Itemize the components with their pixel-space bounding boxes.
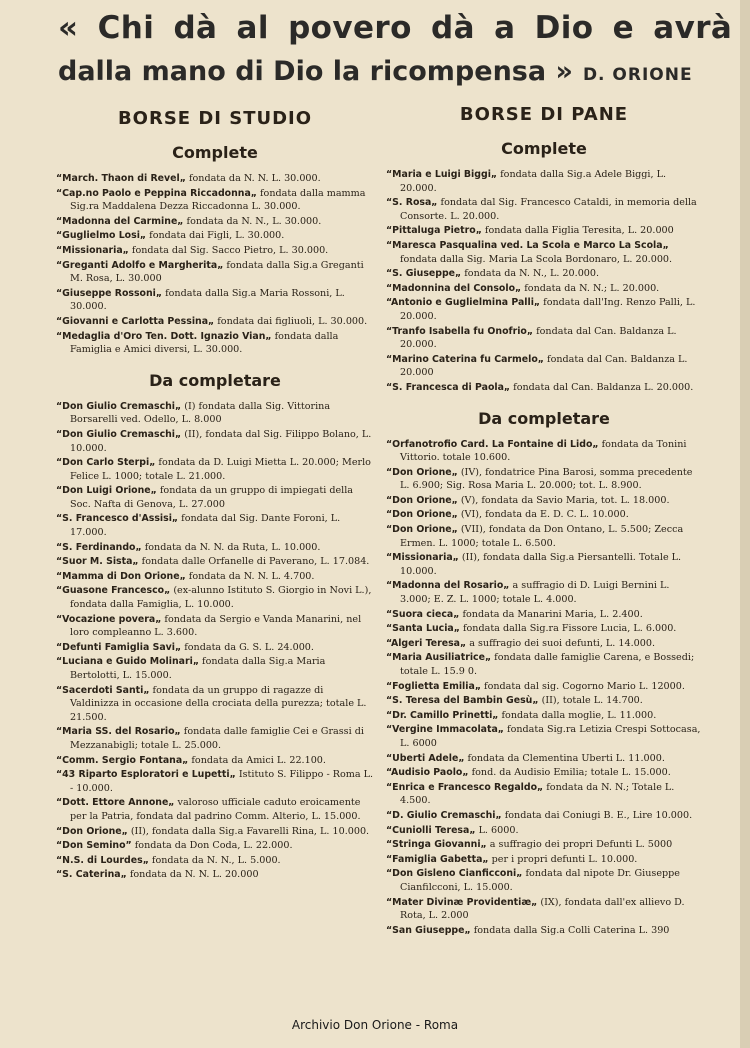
borsa-details: fondata dalla Figlia Teresita, L. 20.000 bbox=[481, 225, 674, 237]
list-item bbox=[386, 838, 702, 852]
borsa-name: “D. Giulio Cremaschi„ bbox=[386, 809, 502, 821]
borsa-details: fondata dal sig. Cogorno Mario L. 12000. bbox=[480, 680, 685, 692]
borsa-name: “Cuniolli Teresa„ bbox=[386, 824, 476, 836]
borsa-name: “Santa Lucia„ bbox=[386, 623, 460, 635]
column-borse-pane bbox=[386, 104, 702, 938]
borsa-name: “Stringa Giovanni„ bbox=[386, 839, 487, 851]
list-item bbox=[56, 287, 374, 314]
borsa-details: (IX), fondata dall'ex allievo D. Rota, L. 2.000 bbox=[400, 896, 685, 922]
borsa-name: “Madonna del Rosario„ bbox=[386, 580, 510, 592]
borsa-details: fondata da Amici L. 22.100. bbox=[188, 754, 326, 766]
quote-line-2-text: dalla mano di Dio la ricompensa » bbox=[58, 56, 573, 87]
borsa-details: fondata dalla moglie, L. 11.000. bbox=[498, 709, 657, 721]
borsa-details: fondata da un gruppo di impiegati della Soc. Nafta di Genova, L. 27.000 bbox=[70, 485, 354, 510]
list-item bbox=[56, 428, 374, 455]
list-item bbox=[56, 456, 374, 483]
borsa-name: “Mater Divinæ Providentiæ„ bbox=[386, 896, 538, 908]
list-item bbox=[56, 172, 374, 186]
list-item bbox=[386, 622, 702, 636]
list-item bbox=[386, 896, 702, 923]
borsa-details: fondata da Tonini Vittorio. totale 10.600. bbox=[400, 438, 687, 464]
borsa-details: fondata dalla Sig.a Greganti M. Rosa, L. 30.000 bbox=[70, 259, 364, 285]
borsa-name: “Marino Caterina fu Carmelo„ bbox=[386, 353, 544, 365]
list-item bbox=[386, 766, 702, 780]
borsa-name: “Don Luigi Orione„ bbox=[56, 485, 157, 497]
borsa-details: fondata dal Sig. Sacco Pietro, L. 30.000. bbox=[128, 244, 329, 256]
borsa-name: “Sacerdoti Santi„ bbox=[56, 684, 150, 696]
borsa-name: “Enrica e Francesco Regaldo„ bbox=[386, 781, 544, 793]
list-item bbox=[386, 168, 702, 195]
list-item bbox=[386, 466, 702, 493]
borsa-details: (VII), fondata da Don Ontano, L. 5.500; Zecca Ermen. L. 1000; totale L. 6.500. bbox=[400, 524, 684, 549]
list-item bbox=[386, 523, 702, 550]
list-item bbox=[386, 296, 702, 323]
borsa-details: fondata da G. S. L. 24.000. bbox=[181, 641, 314, 653]
list-item bbox=[386, 924, 702, 938]
borsa-details: (VI), fondata da E. D. C. L. 10.000. bbox=[457, 509, 629, 521]
borsa-name: “Algeri Teresa„ bbox=[386, 637, 467, 649]
borsa-details: fondata dalla Sig. Maria La Scola Bordonaro, L. 20.000. bbox=[400, 253, 673, 265]
borsa-name: “Missionaria„ bbox=[56, 244, 129, 256]
list-item bbox=[56, 641, 374, 655]
list-item bbox=[386, 637, 702, 651]
borsa-name: “Giuseppe Rossoni„ bbox=[56, 287, 163, 299]
list-item bbox=[386, 508, 702, 522]
borsa-name: “Maria Ausiliatrice„ bbox=[386, 652, 492, 664]
list-item bbox=[56, 796, 374, 823]
subheading-studio-complete: Complete bbox=[172, 143, 258, 162]
borsa-details: fondata da Manarini Maria, L. 2.400. bbox=[459, 608, 643, 620]
list-item bbox=[56, 484, 374, 511]
borsa-details: fondata da Clementina Uberti L. 11.000. bbox=[464, 752, 665, 764]
borsa-name: “S. Rosa„ bbox=[386, 197, 438, 209]
borsa-details: fondata da N. N., L. 30.000. bbox=[183, 215, 322, 227]
borsa-details: fondata dalla Sig.a Colli Caterina L. 390 bbox=[470, 924, 670, 936]
list-item bbox=[56, 400, 374, 427]
borsa-name: “Missionaria„ bbox=[386, 552, 459, 564]
borsa-name: “Cap.no Paolo e Peppina Riccadonna„ bbox=[56, 187, 257, 199]
borsa-details: L. 6000. bbox=[475, 824, 519, 836]
list-item bbox=[56, 613, 374, 640]
borsa-details: fondata da Sergio e Vanda Manarini, nel loro compleanno L. 3.600. bbox=[70, 613, 362, 639]
list-item bbox=[386, 494, 702, 508]
borsa-name: “Pittaluga Pietro„ bbox=[386, 225, 482, 237]
list-item bbox=[386, 551, 702, 578]
borsa-details: fondata dalla Sig.a Maria Bertolotti, L. 15.000. bbox=[70, 656, 326, 681]
borsa-details: fondata dai figliuoli, L. 30.000. bbox=[214, 315, 368, 327]
list-item bbox=[56, 315, 374, 329]
list-pane-complete bbox=[386, 168, 702, 395]
list-item bbox=[386, 353, 702, 380]
section-title-studio: BORSE DI STUDIO bbox=[117, 108, 313, 129]
borsa-name: “Maresca Pasqualina ved. La Scola e Marco La Scola„ bbox=[386, 239, 669, 251]
borsa-details: fondata dal Can. Baldanza L. 20.000. bbox=[510, 381, 694, 393]
borsa-name: “Don Orione„ bbox=[386, 524, 458, 536]
list-item bbox=[56, 215, 374, 229]
borsa-details: (II), totale L. 14.700. bbox=[538, 695, 643, 707]
borsa-name: “S. Giuseppe„ bbox=[386, 268, 462, 280]
header-quote bbox=[58, 6, 733, 97]
list-item bbox=[386, 694, 702, 708]
borsa-name: “Don Orione„ bbox=[386, 466, 458, 478]
borsa-name: “Suor M. Sista„ bbox=[56, 556, 139, 568]
list-item bbox=[56, 244, 374, 258]
list-item bbox=[56, 555, 374, 569]
borsa-details: fondata dal nipote Dr. Giuseppe Cianfilcconi, L. 15.000. bbox=[400, 868, 680, 893]
borsa-details: fondata dalle famiglie Cei e Grassi di Mezzanabigli; totale L. 25.000. bbox=[70, 726, 364, 751]
borsa-name: “Don Gisleno Cianficconi„ bbox=[386, 868, 523, 880]
list-item bbox=[56, 512, 374, 539]
borsa-name: “Tranfo Isabella fu Onofrio„ bbox=[386, 325, 534, 337]
borsa-details: fondata dal Sig. Dante Foroni, L. 17.000. bbox=[70, 513, 341, 539]
borsa-details: fondata dai Coniugi B. E., Lire 10.000. bbox=[501, 809, 693, 821]
borsa-name: “March. Thaon di Revel„ bbox=[56, 173, 186, 184]
list-item bbox=[386, 608, 702, 622]
borsa-details: a suffragio dei propri Defunti L. 5000 bbox=[486, 839, 673, 851]
borsa-details: (II), fondata dalla Sig.a Favarelli Rina, L. 10.000. bbox=[127, 825, 370, 837]
borsa-name: “S. Francesco d'Assisi„ bbox=[56, 513, 179, 525]
list-item bbox=[386, 224, 702, 238]
borsa-name: “Don Semino” bbox=[56, 840, 132, 852]
list-item bbox=[386, 680, 702, 694]
borsa-name: “Guglielmo Losi„ bbox=[56, 230, 147, 242]
borsa-details: fondata da N. N.; L. 20.000. bbox=[521, 282, 660, 294]
borsa-details: per i propri defunti L. 10.000. bbox=[488, 853, 638, 865]
borsa-details: fondata dall'Ing. Renzo Palli, L. 20.000. bbox=[400, 297, 696, 322]
list-item bbox=[56, 684, 374, 725]
list-pane-partial bbox=[386, 438, 702, 938]
borsa-name: “Vocazione povera„ bbox=[56, 613, 162, 625]
list-item bbox=[386, 781, 702, 808]
quote-line-1: « Chi dà al povero dà a Dio e avrà bbox=[58, 10, 733, 46]
borsa-details: (I) fondata dalla Sig. Vittorina Borsarelli ved. Odello, L. 8.000 bbox=[70, 400, 331, 426]
list-item bbox=[386, 267, 702, 281]
borsa-name: “Dr. Camillo Prinetti„ bbox=[386, 709, 499, 721]
borsa-details: (V), fondata da Savio Maria, tot. L. 18.000. bbox=[457, 494, 670, 506]
borsa-name: “Greganti Adolfo e Margherita„ bbox=[56, 259, 224, 271]
list-item bbox=[56, 839, 374, 853]
list-studio-complete bbox=[56, 172, 374, 357]
borsa-name: “Don Giulio Cremaschi„ bbox=[56, 428, 182, 440]
borsa-name: “Don Giulio Cremaschi„ bbox=[56, 400, 182, 412]
borsa-details: fondata da D. Luigi Mietta L. 20.000; Merlo Felice L. 1000; totale L. 21.000. bbox=[70, 457, 371, 482]
list-item bbox=[56, 868, 374, 882]
subheading-studio-partial: Da completare bbox=[149, 370, 281, 390]
borsa-name: “S. Ferdinando„ bbox=[56, 541, 142, 553]
borsa-details: fondata da un gruppo di ragazze di Valdinizza in occasione della crociata della purezza; totale L. 21.500. bbox=[70, 684, 367, 723]
list-item bbox=[56, 541, 374, 555]
list-item bbox=[386, 325, 702, 352]
borsa-details: fondata dalla Sig.ra Fissore Lucia, L. 6.000. bbox=[459, 623, 677, 635]
borsa-name: “Madonnina del Consolo„ bbox=[386, 282, 522, 294]
borsa-name: “Luciana e Guido Molinari„ bbox=[56, 656, 199, 668]
list-studio-partial bbox=[56, 400, 374, 882]
borsa-name: “Maria SS. del Rosario„ bbox=[56, 726, 181, 738]
borsa-name: “Defunti Famiglia Savi„ bbox=[56, 641, 182, 653]
borsa-name: “Don Orione„ bbox=[386, 494, 458, 506]
list-item bbox=[56, 655, 374, 682]
list-item bbox=[386, 651, 702, 678]
borsa-name: “Don Orione„ bbox=[56, 825, 128, 837]
list-item bbox=[386, 239, 702, 266]
list-item bbox=[56, 259, 374, 286]
list-item bbox=[56, 754, 374, 768]
list-item bbox=[386, 809, 702, 823]
list-item bbox=[56, 725, 374, 752]
borsa-name: “Audisio Paolo„ bbox=[386, 767, 469, 779]
borsa-details: (II), fondata dal Sig. Filippo Bolano, L. 10.000. bbox=[70, 428, 372, 454]
column-borse-studio bbox=[56, 108, 374, 883]
list-item bbox=[56, 825, 374, 839]
list-item bbox=[386, 709, 702, 723]
list-item bbox=[386, 196, 702, 223]
list-item bbox=[56, 570, 374, 584]
subheading-pane-partial: Da completare bbox=[478, 408, 610, 428]
borsa-details: fondata da Don Coda, L. 22.000. bbox=[131, 840, 293, 852]
archive-footer: Archivio Don Orione - Roma bbox=[291, 1018, 459, 1032]
list-item bbox=[56, 330, 374, 357]
page-edge bbox=[740, 0, 750, 1048]
borsa-name: “Antonio e Guglielmina Palli„ bbox=[386, 297, 541, 309]
borsa-name: “Giovanni e Carlotta Pessina„ bbox=[56, 315, 215, 327]
borsa-details: fondata da N. N.; Totale L. 4.500. bbox=[400, 781, 675, 807]
borsa-details: (IV), fondatrice Pina Barosi, somma precedente L. 6.900; Sig. Rosa Maria L. 20.000; tot. L. 8.900. bbox=[400, 466, 693, 492]
list-item bbox=[56, 187, 374, 214]
borsa-details: valoroso ufficiale caduto eroicamente per la Patria, fondata dal padrino Comm. Alterio, L. 15.000. bbox=[70, 797, 361, 822]
list-item bbox=[56, 229, 374, 243]
list-item bbox=[56, 854, 374, 868]
borsa-details: fondata dalla Sig.a Adele Biggi, L. 20.000. bbox=[400, 169, 667, 194]
borsa-details: (ex-alunno Istituto S. Giorgio in Novi L.), fondata dalla Famiglia, L. 10.000. bbox=[70, 585, 372, 611]
borsa-name: “Dott. Ettore Annone„ bbox=[56, 797, 175, 809]
borsa-details: fondata dai Figli, L. 30.000. bbox=[146, 230, 285, 242]
borsa-details: fondata Sig.ra Letizia Crespi Sottocasa, L. 6000 bbox=[400, 724, 701, 749]
quote-line-2 bbox=[58, 50, 708, 97]
borsa-name: “Guasone Francesco„ bbox=[56, 585, 171, 597]
quote-author: D. ORIONE bbox=[582, 65, 693, 85]
borsa-details: fondata da N. N. L. 4.700. bbox=[185, 570, 315, 582]
list-item bbox=[386, 824, 702, 838]
borsa-name: “Madonna del Carmine„ bbox=[56, 215, 184, 227]
borsa-details: fondata da N. N. da Ruta, L. 10.000. bbox=[141, 541, 321, 553]
list-item bbox=[386, 381, 702, 395]
borsa-name: “Don Orione„ bbox=[386, 509, 458, 521]
borsa-name: “Famiglia Gabetta„ bbox=[386, 853, 489, 865]
borsa-details: fondata dal Can. Baldanza L. 20.000. bbox=[400, 325, 677, 351]
borsa-name: “Suora cieca„ bbox=[386, 608, 460, 620]
borsa-name: “Orfanotrofio Card. La Fontaine di Lido„ bbox=[386, 438, 599, 450]
list-item bbox=[386, 579, 702, 606]
borsa-details: fond. da Audisio Emilia; totale L. 15.000. bbox=[468, 767, 671, 779]
borsa-name: “43 Riparto Esploratori e Lupetti„ bbox=[56, 769, 236, 781]
borsa-details: (II), fondata dalla Sig.a Piersantelli. Totale L. 10.000. bbox=[400, 552, 682, 577]
borsa-details: a suffragio di D. Luigi Bernini L. 3.000; E. Z. L. 1000; totale L. 4.000. bbox=[400, 580, 670, 606]
borsa-name: “Comm. Sergio Fontana„ bbox=[56, 754, 189, 766]
subheading-pane-complete: Complete bbox=[501, 139, 587, 158]
list-item bbox=[386, 752, 702, 766]
borsa-details: fondata da N. N. L. 20.000 bbox=[126, 869, 259, 881]
borsa-name: “Uberti Adele„ bbox=[386, 752, 465, 764]
borsa-details: fondata da N. N. L. 30.000. bbox=[185, 173, 321, 184]
borsa-details: fondata dalle Orfanelle di Paverano, L. 17.084. bbox=[138, 556, 370, 568]
borsa-name: “N.S. di Lourdes„ bbox=[56, 854, 149, 866]
section-title-pane: BORSE DI PANE bbox=[459, 104, 629, 125]
borsa-name: “Foglietta Emilia„ bbox=[386, 680, 481, 692]
borsa-details: fondata da N. N., L. 5.000. bbox=[148, 854, 281, 866]
borsa-details: fondata dalla Sig.a Maria Rossoni, L. 30.000. bbox=[70, 287, 345, 313]
borsa-name: “Medaglia d'Oro Ten. Dott. Ignazio Vian„ bbox=[56, 330, 272, 342]
borsa-details: a suffragio dei suoi defunti, L. 14.000. bbox=[466, 637, 656, 649]
list-item bbox=[56, 584, 374, 611]
borsa-name: “Vergine Immacolata„ bbox=[386, 724, 504, 736]
list-item bbox=[386, 282, 702, 296]
borsa-details: fondata dalla Famiglia e Amici diversi, L. 30.000. bbox=[70, 330, 339, 356]
borsa-name: “S. Teresa del Bambin Gesù„ bbox=[386, 695, 539, 707]
borsa-name: “Mamma di Don Orione„ bbox=[56, 570, 186, 582]
list-item bbox=[386, 438, 702, 465]
list-item bbox=[56, 768, 374, 795]
borsa-name: “Don Carlo Sterpi„ bbox=[56, 457, 156, 469]
borsa-name: “S. Francesca di Paola„ bbox=[386, 381, 511, 393]
borsa-name: “Maria e Luigi Biggi„ bbox=[386, 169, 498, 180]
borsa-details: fondata dalle famiglie Carena, e Bossedi; totale L. 15.9 0. bbox=[400, 652, 695, 677]
borsa-details: Istituto S. Filippo - Roma L. - 10.000. bbox=[70, 769, 374, 794]
borsa-details: fondata dalla mamma Sig.ra Maddalena Dezza Riccadonna L. 30.000. bbox=[70, 187, 366, 213]
list-item bbox=[386, 867, 702, 894]
borsa-name: “S. Caterina„ bbox=[56, 869, 127, 881]
borsa-details: fondata dal Sig. Francesco Cataldi, in memoria della Consorte. L. 20.000. bbox=[400, 197, 697, 222]
list-item bbox=[386, 853, 702, 867]
borsa-details: fondata da N. N., L. 20.000. bbox=[461, 268, 600, 280]
list-item bbox=[386, 723, 702, 750]
borsa-name: “San Giuseppe„ bbox=[386, 924, 471, 936]
borsa-details: fondata dal Can. Baldanza L. 20.000 bbox=[400, 353, 688, 379]
